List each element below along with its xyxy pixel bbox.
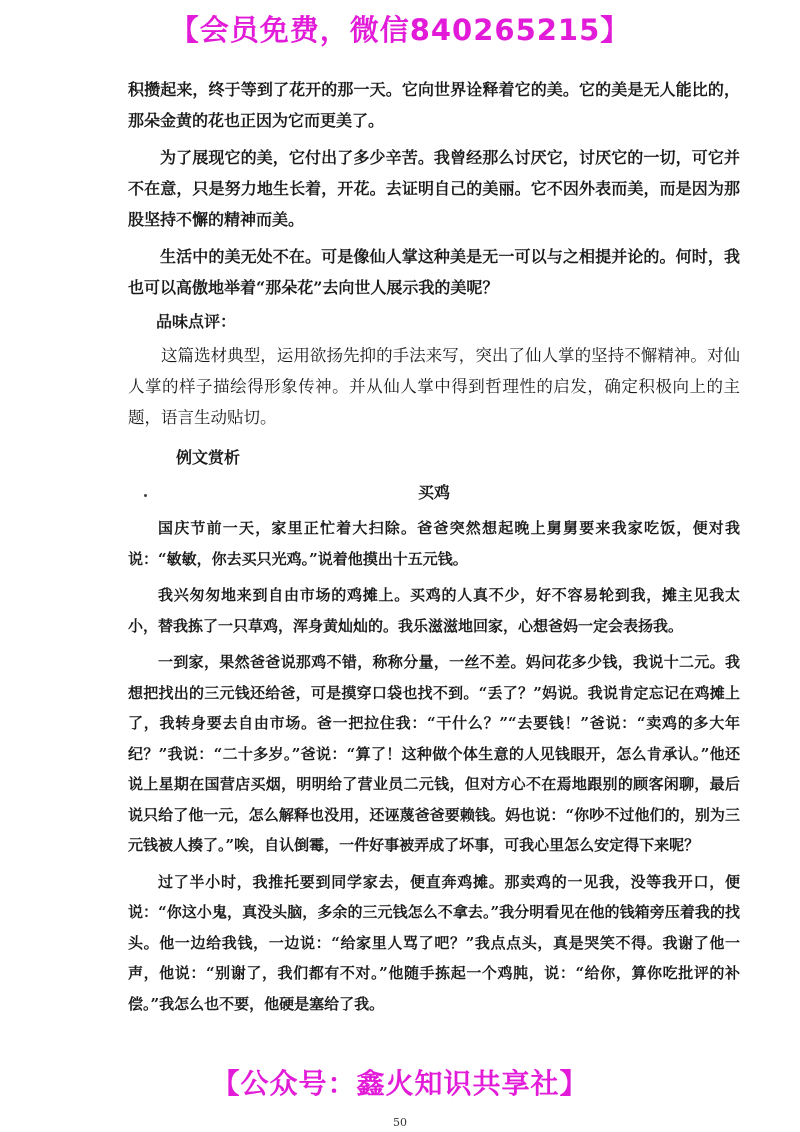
essay-paragraph: 我兴匆匆地来到自由市场的鸡摊上。买鸡的人真不少，好不容易轮到我，摊主见我太小，替我拣了一只草鸡，浑身黄灿灿的。我乐滋滋地回家，心想爸妈一定会表扬我。 <box>128 586 740 635</box>
top-watermark-banner: 【会员免费，微信840265215】 <box>169 13 631 47</box>
example-section-title: 例文赏析 <box>176 448 241 467</box>
scan-speck <box>144 494 147 497</box>
essay-paragraph: 国庆节前一天，家里正忙着大扫除。爸爸突然想起晚上舅舅要来我家吃饭，便对我说：“敏敏，你去买只光鸡。”说着他摸出十五元钱。 <box>128 519 740 568</box>
page-number: 50 <box>393 1116 407 1129</box>
intro-paragraph: 积攒起来，终于等到了花开的那一天。它向世界诠释着它的美。它的美是无人能比的，那朵金黄的花也正因为它而更美了。 <box>128 80 740 130</box>
review-text: 这篇选材典型，运用欲扬先抑的手法来写，突出了仙人掌的坚持不懈精神。对仙人掌的样子描绘得形象传神。并从仙人掌中得到哲理性的启发，确定积极向上的主题，语言生动贴切。 <box>128 346 740 427</box>
review-heading: 品味点评： <box>156 312 237 331</box>
bottom-watermark-banner: 【公众号：鑫火知识共享社】 <box>211 1067 589 1100</box>
essay-title: 买鸡 <box>417 483 450 502</box>
intro-paragraph: 为了展现它的美，它付出了多少辛苦。我曾经那么讨厌它，讨厌它的一切，可它并不在意，只是努力地生长着，开花。去证明自己的美丽。它不因外表而美，而是因为那股坚持不懈的精神而美。 <box>128 148 740 229</box>
page-content <box>128 74 740 1025</box>
intro-paragraph: 生活中的美无处不在。可是像仙人掌这种美是无一可以与之相提并论的。何时，我也可以高傲地举着“那朵花”去向世人展示我的美呢？ <box>128 247 740 297</box>
essay-paragraph: 过了半小时，我推托要到同学家去，便直奔鸡摊。那卖鸡的一见我，没等我开口，便说：“你这小鬼，真没头脑，多余的三元钱怎么不拿去。”我分明看见在他的钱箱旁压着我的找头。他一边给我钱，一边说：“给家里人骂了吧？”我点点头，真是哭笑不得。我谢了他一声，他说：“别谢了，我们都有不对。”他随手拣起一个鸡肫，说：“给你，算你吃批评的补偿。”我怎么也不要，他硬是塞给了我。 <box>128 872 740 1013</box>
essay-paragraph: 一到家，果然爸爸说那鸡不错，称称分量，一丝不差。妈问花多少钱，我说十二元。我想把找出的三元钱还给爸，可是摸穿口袋也找不到。“丢了？”妈说。我说肯定忘记在鸡摊上了，我转身要去自由市场。爸一把拉住我：“干什么？”“去要钱！”爸说：“卖鸡的多大年纪？”我说：“二十多岁。”爸说：“算了！这种做个体生意的人见钱眼开，怎么肯承认。”他还说上星期在国营店买烟，明明给了营业员二元钱，但对方心不在焉地跟别的顾客闲聊，最后说只给了他一元，怎么解释也没用，还诬蔑爸爸要赖钱。妈也说：“你吵不过他们的，别为三元钱被人揍了。”唉，自认倒霉，一件好事被弄成了坏事，可我心里怎么安定得下来呢？ <box>128 653 740 854</box>
